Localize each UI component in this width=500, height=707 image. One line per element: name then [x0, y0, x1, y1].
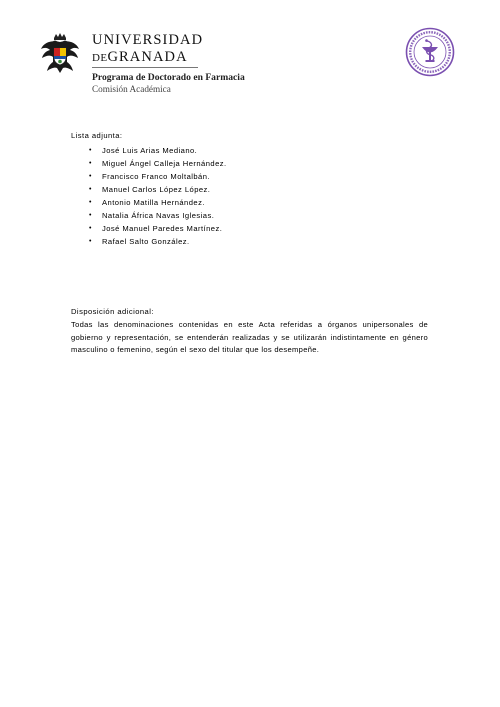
wordmark-line2	[92, 50, 203, 65]
list-item-label: Miguel Ángel Calleja Hernández.	[102, 159, 227, 168]
list-item-label: Antonio Matilla Hernández.	[102, 198, 205, 207]
program-title: Programa de Doctorado en Farmacia	[92, 72, 245, 83]
list-item	[89, 209, 227, 222]
list-item	[89, 183, 227, 196]
list-item	[89, 170, 227, 183]
wordmark-city: GRANADA	[107, 48, 188, 65]
university-wordmark	[92, 33, 203, 64]
bullet-icon: •	[89, 225, 92, 232]
header-divider	[92, 67, 198, 68]
bullet-icon: •	[89, 186, 92, 193]
bullet-icon: •	[89, 173, 92, 180]
list-item-label: Rafael Salto González.	[102, 237, 190, 246]
attachment-list	[89, 144, 227, 248]
commission-subtitle: Comisión Académica	[92, 84, 171, 94]
faculty-seal-logo	[405, 27, 455, 77]
disposition-paragraph: Todas las denominaciones contenidas en este Acta referidas a órganos unipersonales de gobierno y representación, se entenderán realizadas y se utilizarán indistintamente en género masculino o femenino, según el sexo del titular que los desempeñe.	[71, 320, 428, 354]
list-item-label: Francisco Franco Moltalbán.	[102, 172, 210, 181]
bullet-icon: •	[89, 212, 92, 219]
attachment-heading: Lista adjunta:	[71, 131, 123, 140]
list-item	[89, 196, 227, 209]
list-item-label: Manuel Carlos López López.	[102, 185, 211, 194]
bullet-icon: •	[89, 238, 92, 245]
bullet-icon: •	[89, 147, 92, 154]
list-item	[89, 157, 227, 170]
list-item-label: José Manuel Paredes Martínez.	[102, 224, 223, 233]
bullet-icon: •	[89, 160, 92, 167]
list-item	[89, 222, 227, 235]
list-item-label: José Luis Arias Mediano.	[102, 146, 198, 155]
bullet-icon: •	[89, 199, 92, 206]
wordmark-prefix: DE	[92, 51, 108, 64]
disposition-heading: Disposición adicional:	[71, 307, 154, 316]
list-item-label: Natalia África Navas Iglesias.	[102, 211, 215, 220]
list-item	[89, 144, 227, 157]
wordmark-line1: UNIVERSIDAD	[92, 32, 204, 48]
list-item	[89, 235, 227, 248]
university-crest-logo	[38, 32, 82, 76]
